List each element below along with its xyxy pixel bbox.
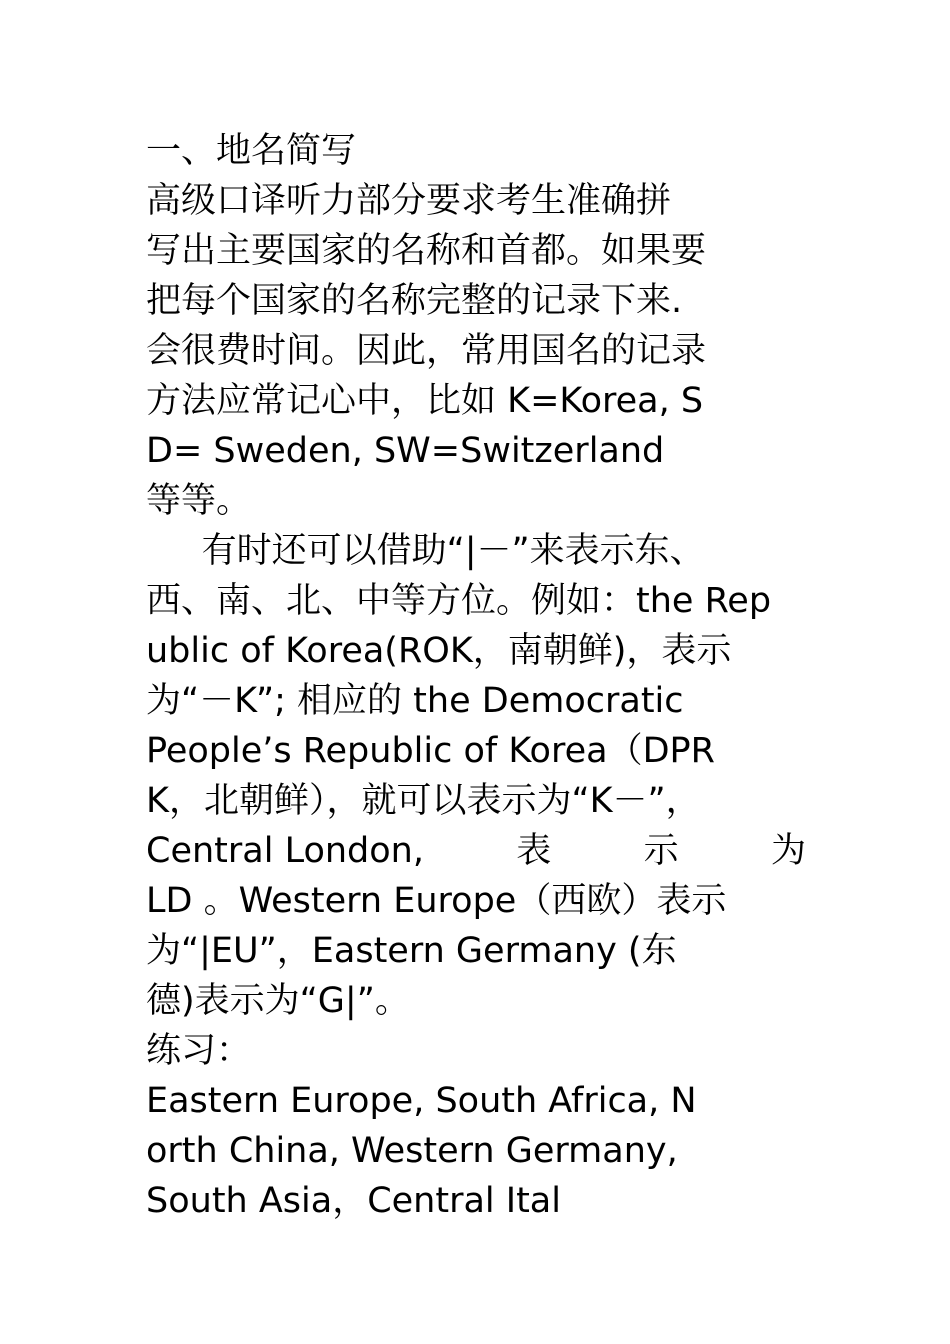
paragraph-1-line-5: 方法应常记心中，比如 K=Korea, S [146,381,704,421]
exercise-line-2: orth China, Western Germany, [146,1131,678,1171]
paragraph-2-line-10: 德)表示为“G|”。 [146,981,410,1021]
paragraph-2-line-8: LD 。Western Europe（西欧）表示 [146,881,727,921]
paragraph-2-line-9: 为“|EU”，Eastern Germany (东 [146,931,677,971]
exercise-line-3: South Asia，Central Ital [146,1181,561,1221]
paragraph-1-line-6: D= Sweden, SW=Switzerland [146,431,665,471]
exercise-line-1: Eastern Europe, South Africa, N [146,1081,697,1121]
paragraph-2-justified-line [146,826,806,876]
justified-word: Central London, [146,831,424,871]
paragraph-2-line-1: 有时还可以借助“|－”来表示东、 [146,531,705,571]
justified-word: 表 [516,831,552,871]
paragraph-1-line-2: 写出主要国家的名称和首都。如果要 [146,231,707,271]
paragraph-2-line-2: 西、南、北、中等方位。例如：the Rep [146,581,772,621]
justified-word: 为 [770,831,806,871]
paragraph-2-line-5: People’s Republic of Korea（DPR [146,731,715,771]
paragraph-2-line-3: ublic of Korea(ROK，南朝鲜)，表示 [146,631,732,671]
exercise-label: 练习： [146,1031,252,1071]
paragraph-1-line-3: 把每个国家的名称完整的记录下来. [146,281,683,321]
paragraph-1-line-4: 会很费时间。因此，常用国名的记录 [146,331,707,371]
paragraph-2-line-4: 为“－K”; 相应的 the Democratic [146,681,684,721]
paragraph-1-line-1: 高级口译听力部分要求考生准确拼 [146,181,672,221]
paragraph-1-line-7: 等等。 [146,481,252,521]
section-heading: 一、地名简写 [146,131,357,171]
justified-word: 示 [643,831,679,871]
paragraph-2-line-6: K，北朝鲜），就可以表示为“K－”， [146,781,701,821]
